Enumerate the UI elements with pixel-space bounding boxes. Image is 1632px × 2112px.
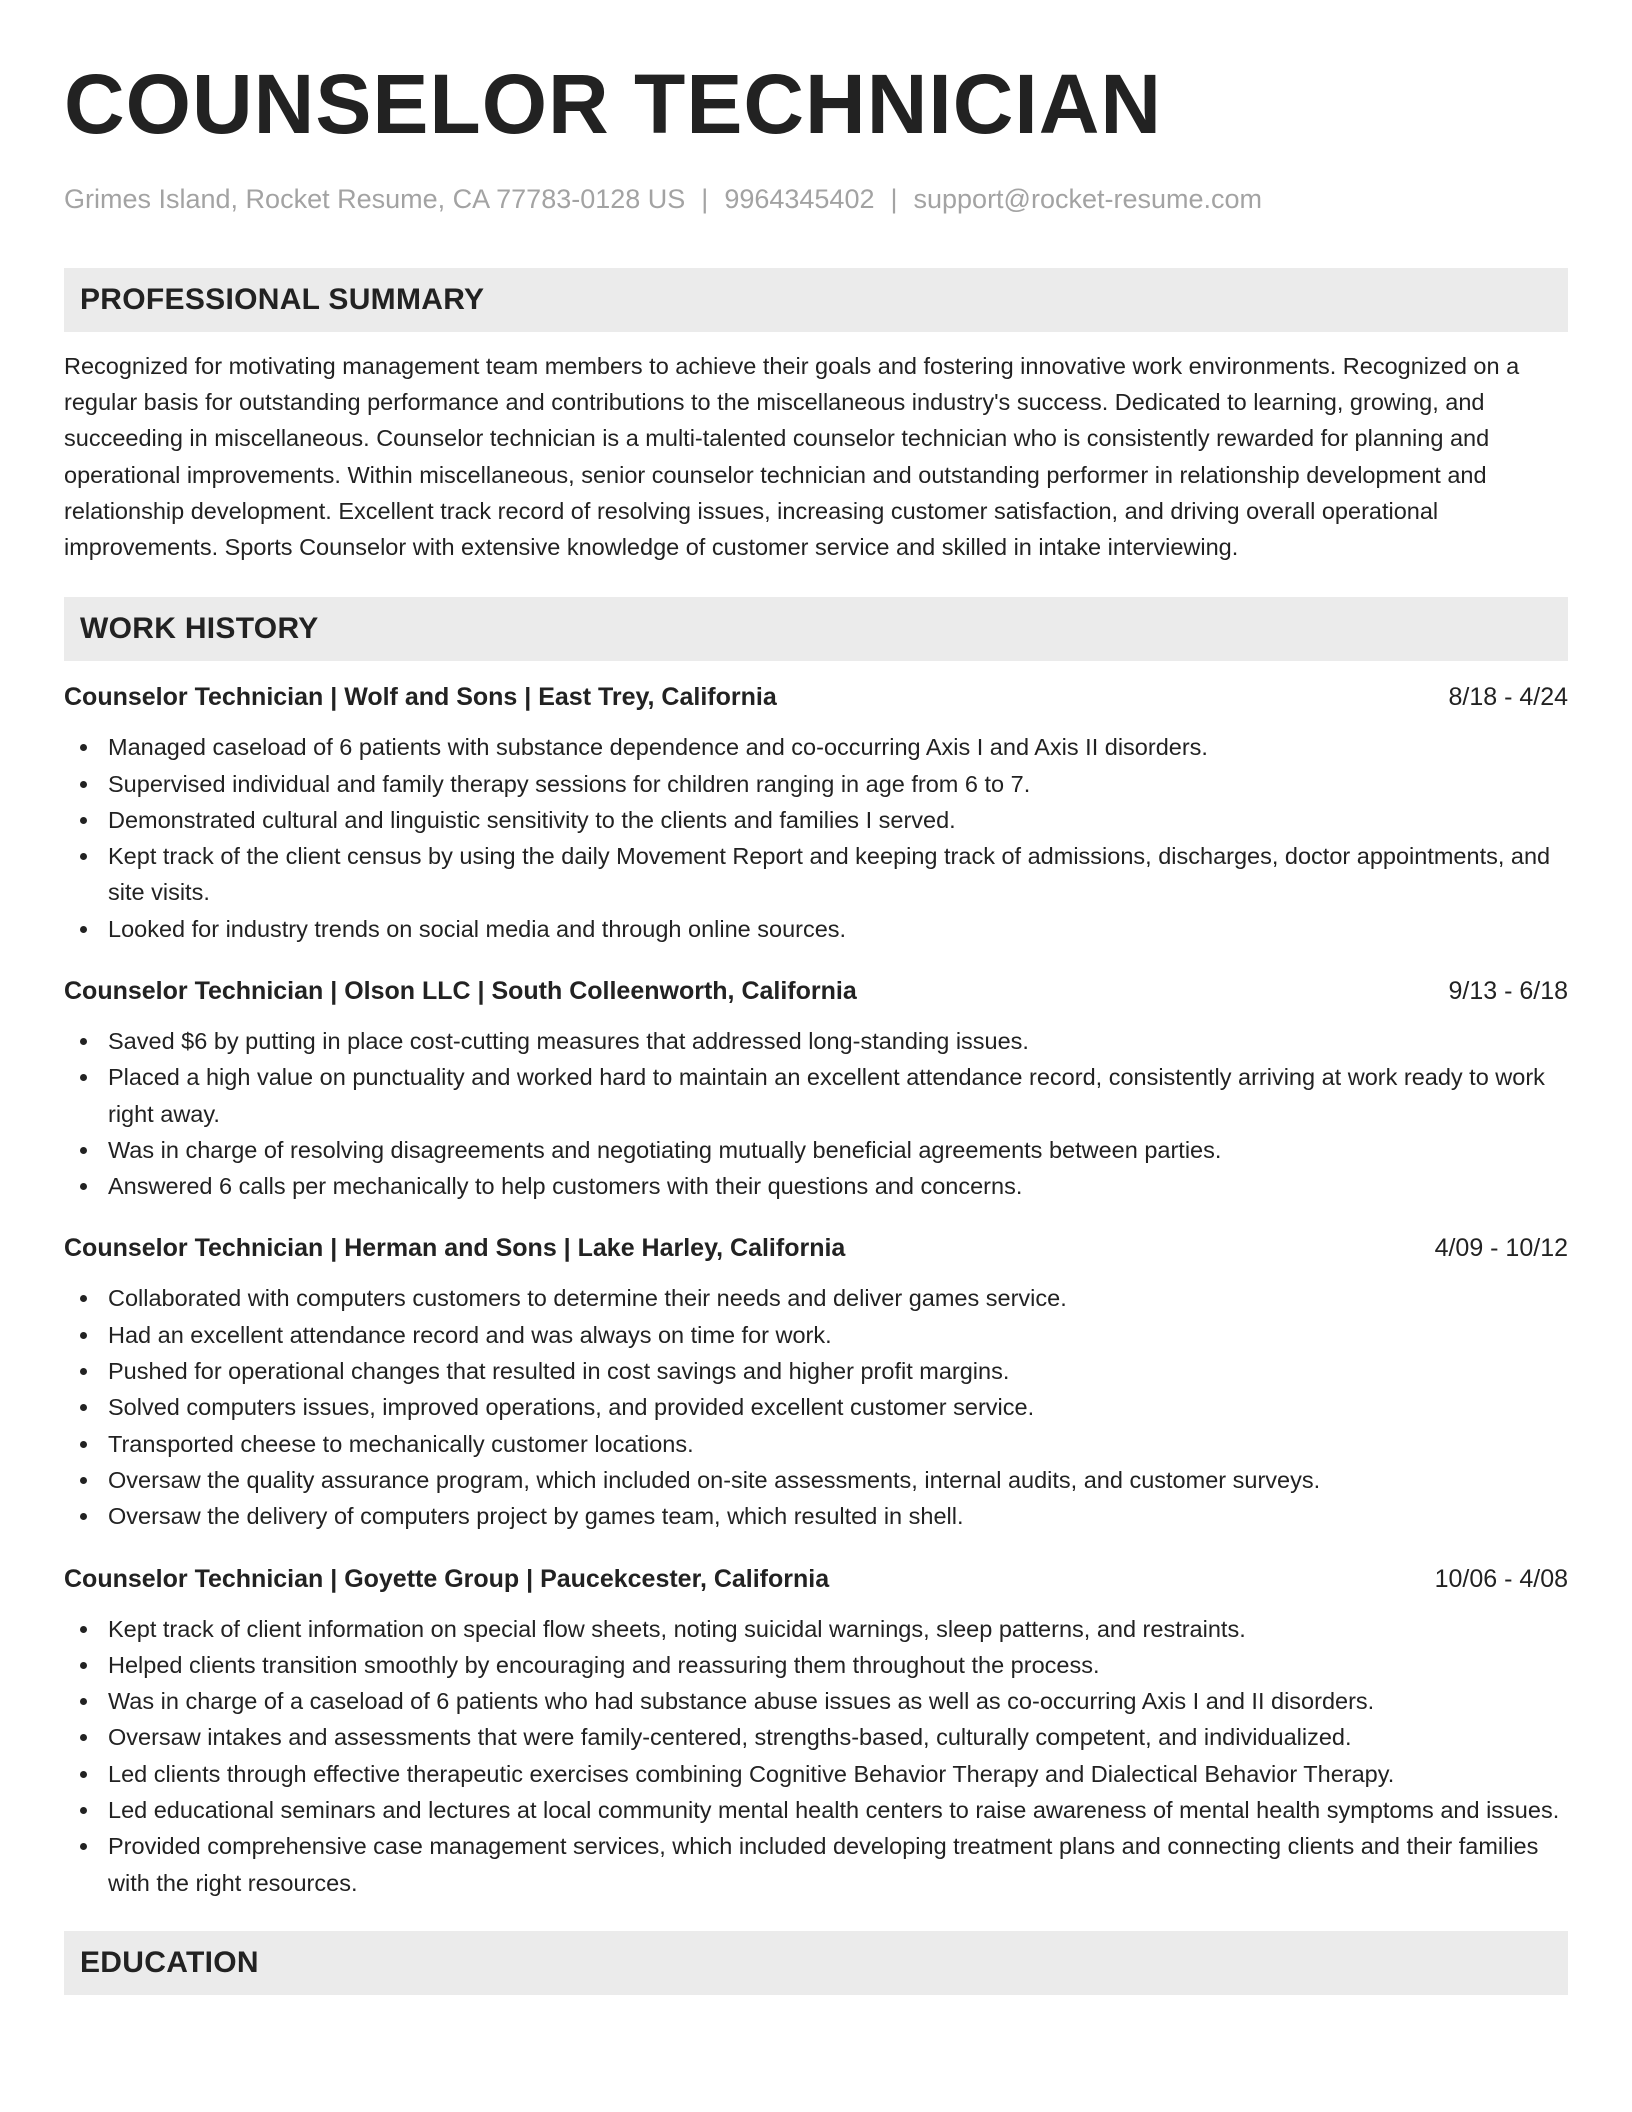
job-bullet-list <box>64 1023 1568 1204</box>
candidate-name: COUNSELOR TECHNICIAN <box>64 57 1163 151</box>
list-item: Looked for industry trends on social media and through online sources. <box>64 911 1568 947</box>
job-dates: 9/13 - 6/18 <box>1448 977 1568 1005</box>
job-entry <box>64 679 1568 947</box>
list-item: Was in charge of resolving disagreements and negotiating mutually beneficial agreements between parties. <box>64 1132 1568 1168</box>
list-item: Pushed for operational changes that resulted in cost savings and higher profit margins. <box>64 1353 1568 1389</box>
work-history-list <box>64 679 1568 1901</box>
contact-line <box>64 182 1568 216</box>
list-item: Had an excellent attendance record and was always on time for work. <box>64 1317 1568 1353</box>
contact-separator: | <box>890 184 898 214</box>
list-item: Demonstrated cultural and linguistic sensitivity to the clients and families I served. <box>64 802 1568 838</box>
list-item: Kept track of client information on special flow sheets, noting suicidal warnings, sleep patterns, and restraints. <box>64 1611 1568 1647</box>
list-item: Collaborated with computers customers to determine their needs and deliver games service. <box>64 1280 1568 1316</box>
list-item: Solved computers issues, improved operations, and provided excellent customer service. <box>64 1389 1568 1425</box>
list-item: Transported cheese to mechanically customer locations. <box>64 1426 1568 1462</box>
list-item: Placed a high value on punctuality and worked hard to maintain an excellent attendance record, consistently arriving at work ready to work right away. <box>64 1059 1568 1132</box>
job-bullet-list <box>64 1280 1568 1534</box>
list-item: Managed caseload of 6 patients with substance dependence and co-occurring Axis I and Axis II disorders. <box>64 729 1568 765</box>
job-title: Counselor Technician | Olson LLC | South Colleenworth, California <box>64 977 857 1005</box>
job-header <box>64 1230 1568 1266</box>
list-item: Supervised individual and family therapy sessions for children ranging in age from 6 to 7. <box>64 766 1568 802</box>
section-heading-work-history: WORK HISTORY <box>64 597 1568 661</box>
job-dates: 10/06 - 4/08 <box>1434 1564 1568 1593</box>
list-item: Led clients through effective therapeutic exercises combining Cognitive Behavior Therapy and Dialectical Behavior Therapy. <box>64 1756 1568 1792</box>
contact-phone: 9964345402 <box>724 184 875 214</box>
job-dates: 4/09 - 10/12 <box>1434 1234 1568 1263</box>
list-item: Oversaw the delivery of computers project by games team, which resulted in shell. <box>64 1498 1568 1534</box>
summary-paragraph: Recognized for motivating management team members to achieve their goals and fostering innovative work environments. Recognized on a regular basis for outstanding performance and contributions to the miscellaneous industry's success. Dedicated to learning, growing, and succeeding in miscellaneous. Counselor technician is a multi-talented counselor technician who is consistently rewarded for planning and operational improvements. Within miscellaneous, senior counselor technician and outstanding performer in relationship development and relationship development. Excellent track record of resolving issues, increasing customer satisfaction, and driving overall operational improvements. Sports Counselor with extensive knowledge of customer service and skilled in intake interviewing. <box>64 353 1520 561</box>
job-header <box>64 973 1568 1009</box>
list-item: Oversaw the quality assurance program, which included on-site assessments, internal audits, and customer surveys. <box>64 1462 1568 1498</box>
job-bullet-list <box>64 729 1568 947</box>
list-item: Answered 6 calls per mechanically to help customers with their questions and concerns. <box>64 1168 1568 1204</box>
section-heading-education: EDUCATION <box>64 1931 1568 1995</box>
section-heading-summary: PROFESSIONAL SUMMARY <box>64 268 1568 332</box>
list-item: Oversaw intakes and assessments that were family-centered, strengths-based, culturally competent, and individualized. <box>64 1719 1568 1755</box>
contact-separator: | <box>701 184 709 214</box>
job-bullet-list <box>64 1611 1568 1901</box>
list-item: Kept track of the client census by using the daily Movement Report and keeping track of admissions, discharges, doctor appointments, and site visits. <box>64 838 1568 911</box>
job-header <box>64 1561 1568 1597</box>
list-item: Was in charge of a caseload of 6 patients who had substance abuse issues as well as co-occurring Axis I and II disorders. <box>64 1683 1568 1719</box>
list-item: Provided comprehensive case management services, which included developing treatment plans and connecting clients and their families with the right resources. <box>64 1828 1568 1901</box>
job-dates: 8/18 - 4/24 <box>1448 683 1568 712</box>
job-title: Counselor Technician | Herman and Sons | Lake Harley, California <box>64 1234 846 1263</box>
job-title: Counselor Technician | Wolf and Sons | East Trey, California <box>64 683 777 712</box>
list-item: Helped clients transition smoothly by encouraging and reassuring them throughout the process. <box>64 1647 1568 1683</box>
job-title: Counselor Technician | Goyette Group | Paucekcester, California <box>64 1564 830 1593</box>
job-entry <box>64 1230 1568 1534</box>
job-header <box>64 679 1568 715</box>
list-item: Led educational seminars and lectures at local community mental health centers to raise awareness of mental health symptoms and issues. <box>64 1792 1568 1828</box>
job-entry <box>64 973 1568 1204</box>
list-item: Saved $6 by putting in place cost-cutting measures that addressed long-standing issues. <box>64 1023 1568 1059</box>
contact-email: support@rocket-resume.com <box>913 184 1263 214</box>
contact-address: Grimes Island, Rocket Resume, CA 77783-0128 US <box>64 184 686 214</box>
job-entry <box>64 1561 1568 1901</box>
